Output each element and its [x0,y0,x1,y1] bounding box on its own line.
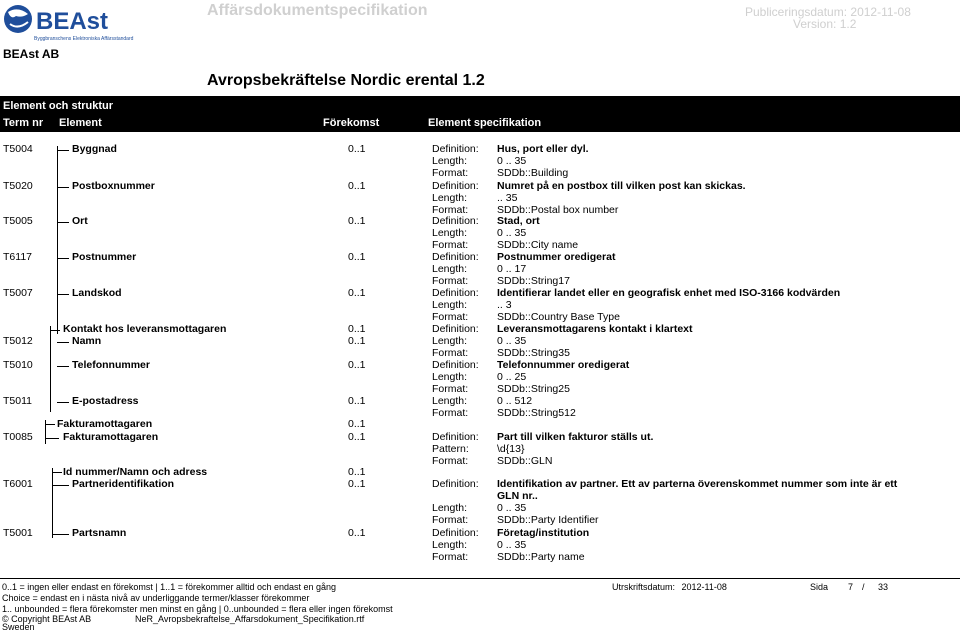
publication-value: 2012-11-08 [850,5,911,19]
definition: Hus, port eller dyl. [497,143,589,155]
length: 0 .. 17 [497,263,527,275]
tree-branch [57,366,69,367]
length: 0 .. 35 [497,227,527,239]
format-label: Format: [432,514,469,526]
definition: Telefonnummer oredigerat [497,359,630,371]
occurrence: 0..1 [348,323,366,335]
definition: Identifikation av partner. Ett av parterna överenskommet nummer som inte är ett [497,478,898,490]
format-label: Format: [432,204,469,216]
legend-line-1: 0..1 = ingen eller endast en förekomst | 1..1 = förekommer alltid och endast en gång [2,582,337,592]
term-nr: T6001 [3,478,33,490]
length-label: Length: [432,335,468,347]
format-label: Format: [432,407,469,419]
term-nr: T0085 [3,431,33,443]
tree-branch [50,330,60,331]
occurrence: 0..1 [348,466,366,478]
col-term-nr: Term nr [3,117,44,129]
term-nr: T5001 [3,527,33,539]
copyright: © Copyright BEAst AB [2,614,92,624]
length: 0 .. 25 [497,371,527,383]
definition-label: Definition: [432,527,479,539]
element-name: Partsnamn [72,527,127,539]
pattern: \d{13} [497,443,525,455]
occurrence: 0..1 [348,431,366,443]
format: SDDb::Party name [497,551,585,563]
length-label: Length: [432,371,468,383]
tree-branch [57,187,69,188]
col-element: Element [59,117,102,129]
tree-connector [57,146,58,334]
group-name: Fakturamottagaren [57,418,153,430]
occurrence: 0..1 [348,287,366,299]
format-label: Format: [432,455,469,467]
occurrence: 0..1 [348,143,366,155]
length-label: Length: [432,502,468,514]
length-label: Length: [432,299,468,311]
tree-branch [57,294,69,295]
occurrence: 0..1 [348,478,366,490]
element-name: Partneridentifikation [72,478,175,490]
version [793,17,856,31]
element-name: Fakturamottagaren [63,431,159,443]
definition: Identifierar landet eller en geografisk enhet med ISO-3166 kodvärden [497,287,841,299]
format-label: Format: [432,383,469,395]
column-header-bar [0,96,960,132]
tree-branch [52,485,69,486]
element-name: Landskod [72,287,122,299]
definition: Part till vilken fakturor ställs ut. [497,431,654,443]
format: SDDb::String512 [497,407,576,419]
print-date-value: 2012-11-08 [681,582,727,592]
element-name: Ort [72,215,88,227]
length-label: Length: [432,192,468,204]
format-label: Format: [432,239,469,251]
length-label: Length: [432,155,468,167]
occurrence: 0..1 [348,180,366,192]
company-name: BEAst AB [3,47,60,61]
format-label: Format: [432,275,469,287]
length: 0 .. 512 [497,395,533,407]
svg-text:Byggbranschens Elektroniska Af: Byggbranschens Elektroniska Affärsstandard [34,36,134,42]
tree-branch [57,150,69,151]
group-name: Id nummer/Namn och adress [63,466,208,478]
length: 0 .. 35 [497,155,527,167]
occurrence: 0..1 [348,395,366,407]
section-heading: Element och struktur [3,100,114,112]
group-name: Kontakt hos leveransmottagaren [63,323,227,335]
format-label: Format: [432,347,469,359]
format: SDDb::String25 [497,383,570,395]
definition: Numret på en postbox till vilken post kan skickas. [497,180,746,192]
tree-branch [57,222,69,223]
format: SDDb::GLN [497,455,553,467]
term-nr: T5004 [3,143,33,155]
length: .. 3 [497,299,512,311]
app-title: Affärsdokumentspecifikation [207,2,428,19]
format: SDDb::City name [497,239,579,251]
tree-connector [52,468,53,538]
element-name: E-postadress [72,395,139,407]
definition-label: Definition: [432,215,479,227]
format: SDDb::Country Base Type [497,311,620,323]
format: SDDb::Postal box number [497,204,619,216]
page-label: Sida [810,582,829,592]
length-label: Length: [432,395,468,407]
publication-label: Publiceringsdatum: [745,5,848,19]
occurrence: 0..1 [348,527,366,539]
length: .. 35 [497,192,518,204]
term-nr: T5012 [3,335,33,347]
occurrence: 0..1 [348,418,366,430]
length: 0 .. 35 [497,539,527,551]
tree-branch [57,342,69,343]
definition-label: Definition: [432,323,479,335]
legend-line-3: 1.. unbounded = flera förekomster men minst en gång | 0..unbounded = flera eller ingen förekomst [2,604,393,614]
term-nr: T5007 [3,287,33,299]
format: SDDb::Party Identifier [497,514,599,526]
pattern-label: Pattern: [432,443,469,455]
format-label: Format: [432,167,469,179]
page-separator: / [862,582,865,592]
definition-label: Definition: [432,287,479,299]
svg-text:BEAst: BEAst [36,8,109,35]
col-occurrence: Förekomst [323,117,380,129]
term-nr: T5011 [3,395,32,407]
definition: Leveransmottagarens kontakt i klartext [497,323,693,335]
element-name: Byggnad [72,143,117,155]
tree-branch [52,534,69,535]
tree-connector [50,326,51,412]
page-number: 7 [848,582,854,592]
version-label: Version: [793,17,837,31]
definition-continued: GLN nr.. [497,490,538,502]
length: 0 .. 35 [497,335,527,347]
tree-branch [52,472,62,473]
definition: Stad, ort [497,215,540,227]
definition-label: Definition: [432,143,479,155]
length-label: Length: [432,227,468,239]
tree-branch [45,424,55,425]
format: SDDb::String17 [497,275,570,287]
footer-divider [0,578,960,579]
col-spec: Element specifikation [428,117,542,129]
legend-line-2: Choice = endast en i nästa nivå av underliggande termer/klasser förekommer [2,593,310,603]
term-nr: T5005 [3,215,33,227]
occurrence: 0..1 [348,251,366,263]
document-title: Avropsbekräftelse Nordic erental 1.2 [207,72,485,89]
definition: Företag/institution [497,527,590,539]
format: SDDb::Building [497,167,569,179]
file-name: NeR_Avropsbekraftelse_Affarsdokument_Specifikation.rtf [135,614,365,624]
length-label: Length: [432,263,468,275]
element-name: Postboxnummer [72,180,155,192]
length: 0 .. 35 [497,502,527,514]
occurrence: 0..1 [348,335,366,347]
definition-label: Definition: [432,251,479,263]
definition-label: Definition: [432,431,479,443]
definition-label: Definition: [432,478,479,490]
term-nr: T5010 [3,359,33,371]
page-total: 33 [878,582,889,592]
occurrence: 0..1 [348,359,366,371]
format-label: Format: [432,551,469,563]
element-name: Postnummer [72,251,137,263]
tree-branch [45,438,59,439]
print-date-label: Utrskriftsdatum: [612,582,676,592]
occurrence: 0..1 [348,215,366,227]
country: Sweden [2,622,35,632]
definition: Postnummer oredigerat [497,251,616,263]
definition-label: Definition: [432,359,479,371]
tree-branch [57,402,69,403]
element-name: Namn [72,335,102,347]
version-value: 1.2 [839,17,857,31]
term-nr: T5020 [3,180,33,192]
tree-branch [57,258,69,259]
format: SDDb::String35 [497,347,570,359]
beast-logo [2,2,134,44]
term-nr: T6117 [3,251,32,263]
element-name: Telefonnummer [72,359,150,371]
format-label: Format: [432,311,469,323]
print-date [612,582,727,592]
length-label: Length: [432,539,468,551]
definition-label: Definition: [432,180,479,192]
